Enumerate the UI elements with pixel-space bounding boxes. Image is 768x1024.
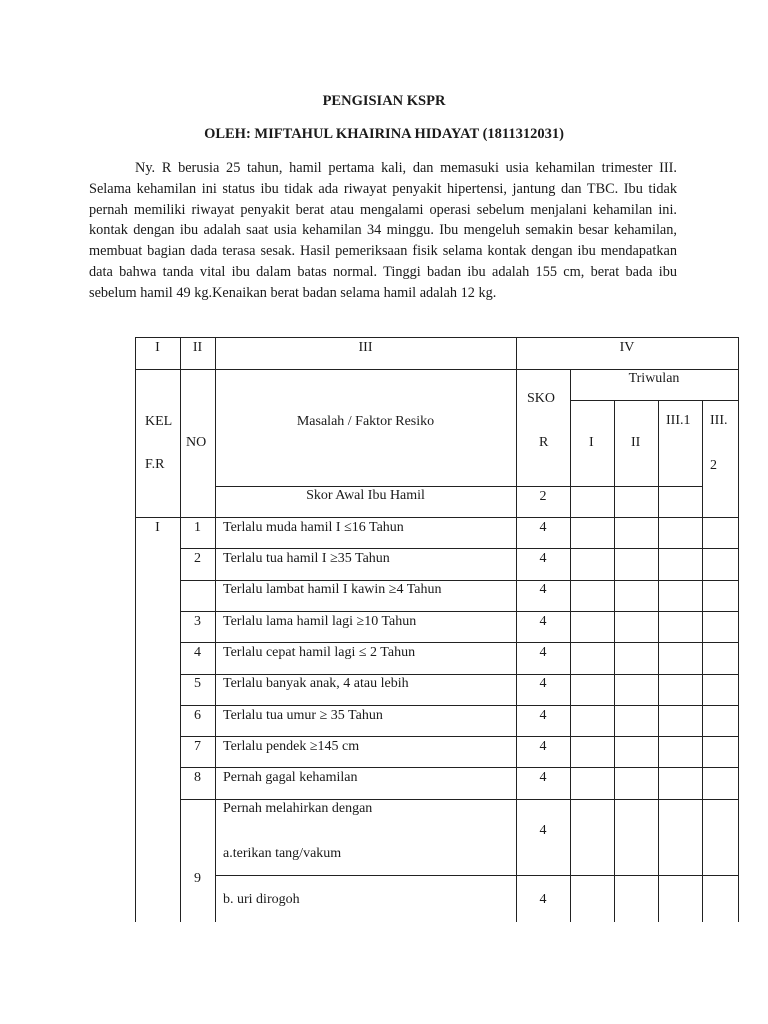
row-label: Terlalu muda hamil I ≤16 Tahun bbox=[223, 520, 404, 535]
row-skor: 4 bbox=[539, 676, 547, 691]
row-skor: 4 bbox=[539, 708, 547, 723]
table-gridline bbox=[570, 369, 571, 922]
triwulan-col-ii: II bbox=[631, 435, 641, 450]
row-label: Pernah gagal kehamilan bbox=[223, 770, 358, 785]
no-header: NO bbox=[186, 435, 207, 450]
table-border-right bbox=[738, 337, 739, 922]
table-gridline bbox=[614, 400, 615, 922]
fr-header: F.R bbox=[145, 457, 165, 472]
skor-header-line1: SKO bbox=[527, 391, 556, 406]
row-skor: 4 bbox=[539, 520, 547, 535]
row-no: 7 bbox=[194, 739, 201, 754]
row-label: Terlalu banyak anak, 4 atau lebih bbox=[223, 676, 409, 691]
table-gridline bbox=[180, 799, 739, 800]
col-number-i: I bbox=[155, 340, 160, 355]
row-skor: 4 bbox=[539, 551, 547, 566]
triwulan-col-iii1: III.1 bbox=[666, 413, 691, 428]
table-gridline bbox=[180, 580, 739, 581]
row-skor: 4 bbox=[539, 614, 547, 629]
masalah-header: Masalah / Faktor Resiko bbox=[296, 414, 435, 429]
row-label: Terlalu lambat hamil I kawin ≥4 Tahun bbox=[223, 582, 442, 597]
row-label: Terlalu tua umur ≥ 35 Tahun bbox=[223, 708, 383, 723]
row-no: 5 bbox=[194, 676, 201, 691]
table-border-left bbox=[135, 337, 136, 922]
triwulan-col-iii2-a: III. bbox=[710, 413, 728, 428]
row-skor: 4 bbox=[539, 645, 547, 660]
skor-awal-label: Skor Awal Ibu Hamil bbox=[306, 488, 425, 503]
row9-label: Pernah melahirkan dengan bbox=[223, 801, 373, 816]
row-label: Terlalu pendek ≥145 cm bbox=[223, 739, 360, 754]
skor-awal-value: 2 bbox=[539, 489, 547, 504]
row-label: Terlalu lama hamil lagi ≥10 Tahun bbox=[223, 614, 417, 629]
row9-sub-b: b. uri dirogoh bbox=[223, 892, 300, 907]
table-gridline bbox=[215, 875, 739, 876]
skor-header-line2: R bbox=[539, 435, 549, 450]
row-no: 6 bbox=[194, 708, 201, 723]
table-gridline bbox=[180, 767, 739, 768]
row9-sub-a-skor: 4 bbox=[539, 823, 547, 838]
row-no: 2 bbox=[194, 551, 201, 566]
row-skor: 4 bbox=[539, 582, 547, 597]
col-number-ii: II bbox=[192, 340, 203, 355]
row-no: 4 bbox=[194, 645, 201, 660]
table-gridline bbox=[135, 369, 739, 370]
row-skor: 4 bbox=[539, 770, 547, 785]
row-no: 9 bbox=[194, 871, 201, 886]
document-title: PENGISIAN KSPR bbox=[322, 93, 446, 109]
table-gridline bbox=[180, 705, 739, 706]
case-paragraph: Ny. R berusia 25 tahun, hamil pertama kali, dan memasuki usia kehamilan trimester III. Selama kehamilan ini status ibu tidak ada riwayat penyakit hipertensi, jantung dan TBC. Ibu tidak pernah memiliki riwayat penyakit berat atau mengalami operasi sebelum menjalani kehamilan ini. kontak dengan ibu adalah saat usia kehamilan 34 minggu. Ibu mengeluh semakin besar kehamilan, membuat bagian dada terasa sesak. Hasil pemeriksaan fisik selama kontak dengan ibu mendapatkan data bahwa tanda vital ibu dalam batas normal. Tinggi badan ibu adalah 155 cm, berat bada ibu sebelum hamil 49 kg.Kenaikan berat badan selama hamil adalah 12 kg. bbox=[89, 160, 677, 301]
kspr-table bbox=[135, 337, 739, 922]
table-gridline bbox=[215, 486, 702, 487]
row-label: Terlalu cepat hamil lagi ≤ 2 Tahun bbox=[223, 645, 416, 660]
table-gridline bbox=[658, 400, 659, 922]
table-gridline bbox=[570, 400, 739, 401]
table-gridline bbox=[135, 517, 739, 518]
group-label: I bbox=[155, 520, 160, 535]
table-gridline bbox=[702, 400, 703, 922]
row9-sub-b-skor: 4 bbox=[539, 892, 547, 907]
table-border-top bbox=[135, 337, 739, 338]
triwulan-header: Triwulan bbox=[628, 371, 680, 386]
row-no: 1 bbox=[194, 520, 201, 535]
row-label: Terlalu tua hamil I ≥35 Tahun bbox=[223, 551, 390, 566]
table-gridline bbox=[180, 674, 739, 675]
table-gridline bbox=[180, 548, 739, 549]
table-gridline bbox=[180, 736, 739, 737]
row-no: 3 bbox=[194, 614, 201, 629]
row-no: 8 bbox=[194, 770, 201, 785]
table-gridline bbox=[180, 642, 739, 643]
col-number-iv: IV bbox=[619, 340, 635, 355]
author-line: OLEH: MIFTAHUL KHAIRINA HIDAYAT (1811312031) bbox=[204, 126, 564, 142]
col-number-iii: III bbox=[358, 340, 373, 355]
table-gridline bbox=[180, 611, 739, 612]
kel-header: KEL bbox=[145, 414, 173, 429]
row9-sub-a: a.terikan tang/vakum bbox=[223, 846, 342, 861]
row-skor: 4 bbox=[539, 739, 547, 754]
triwulan-col-i: I bbox=[589, 435, 594, 450]
triwulan-col-iii2-b: 2 bbox=[710, 458, 717, 473]
